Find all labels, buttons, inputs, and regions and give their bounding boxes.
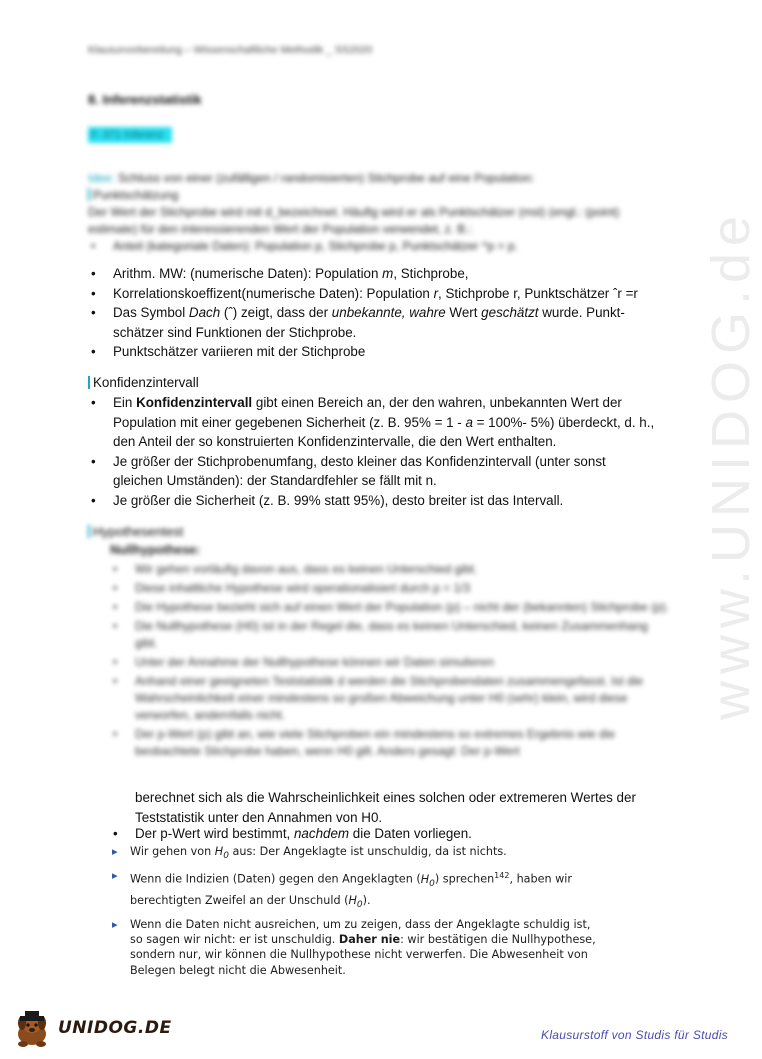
idee-text: Schluss von einer (zufälligen / randomisierten) Stichprobe auf eine Population: — [118, 171, 535, 185]
punkt-heading — [88, 187, 668, 204]
text-italic: Dach — [188, 305, 221, 320]
konfidenz-heading-text: Konfidenzintervall — [93, 375, 199, 390]
text: gleichen Umständen): der Standardfehler se fällt mit n. — [113, 473, 437, 488]
text: , Stichprobe r, Punktschätzer ˆr =r — [438, 285, 638, 301]
pwert-continuation — [110, 788, 670, 827]
text-italic: r — [433, 285, 439, 301]
text: Ein — [113, 395, 137, 410]
konfidenz-heading — [88, 373, 199, 393]
text: so sagen wir nicht: er ist unschuldig. — [130, 933, 339, 947]
text: schätzer sind Funktionen der Stichprobe. — [113, 324, 357, 340]
nullhypothese-bullets — [110, 561, 670, 762]
dog-icon — [6, 1008, 62, 1050]
list-item — [88, 264, 678, 284]
text: berechtigten Zweifel an der Unschuld ( — [130, 893, 349, 907]
text: die Daten vorliegen. — [349, 826, 472, 841]
text-italic: geschätzt — [481, 305, 539, 320]
text: wurde. Punkt- — [538, 305, 625, 320]
text: den Anteil der so konstruierten Konfidenzintervalle, die den Wert enthalten. — [113, 434, 557, 449]
pwert-bullet — [110, 824, 670, 844]
text-italic: a — [465, 414, 473, 430]
section-bar-icon — [88, 188, 90, 201]
section-bar-icon — [88, 376, 90, 389]
list-item: • Diese inhaltliche Hypothese wird operationalisiert durch p = 1/3 — [110, 580, 670, 597]
text: Teststatistik unter den Annahmen von H0. — [135, 809, 383, 825]
idee-line — [88, 170, 668, 187]
text: Arithm. MW: (numerische Daten): Population — [113, 266, 383, 281]
list-item — [110, 917, 670, 978]
list-item — [88, 393, 678, 452]
text: : wir bestätigen die Nullhypothese, — [400, 933, 596, 947]
text: gibt einen Bereich an, der den wahren, unbekannten Wert der — [252, 395, 622, 410]
text: Population mit einer gegebenen Sicherheit (z. B. 95% = 1 - — [113, 414, 466, 430]
punkt-bullets — [88, 264, 678, 362]
footer-slogan: Klausurstoff von Studis für Studis — [541, 1028, 728, 1042]
analogy-bullets — [110, 844, 670, 982]
list-item — [110, 824, 670, 844]
text: sondern nur, wir können die Nullhypothese nicht verwerfen. Die Abwesenheit von — [130, 948, 588, 962]
list-item — [110, 868, 670, 913]
idee-block — [88, 170, 668, 255]
list-item: • Die Nullhypothese (H0) ist in der Regel die, dass es keinen Unterschied, keinen Zusammenhang gibt. — [110, 618, 670, 652]
text: Korrelationskoeffizent(numerische Daten): Population — [113, 285, 434, 301]
text: Belegen belegt nicht die Abwesenheit. — [130, 963, 346, 977]
konfidenz-bullets — [88, 393, 678, 510]
text: Wenn die Daten nicht ausreichen, um zu zeigen, dass der Angeklagte schuldig ist, — [130, 918, 591, 932]
text: berechnet sich als die Wahrscheinlichkeit eines solchen oder extremeren Wertes der — [135, 790, 636, 805]
math-h0: $H_0$ — [214, 845, 229, 862]
text: = 100%- 5%) überdeckt, d. h., — [472, 414, 655, 430]
text: Wir gehen von — [130, 845, 215, 858]
punkt-para: Der Wert der Stichprobe wird mit d_bezeichnet. Häufig wird er als Punktschätzer (msl) (engl.: (point) estimate) für den interessierenden Wert der Population verwendet, z. B.: — [88, 205, 620, 236]
text: , haben wir — [509, 873, 573, 887]
running-header: Klausurvorbereitung – Wissenschaftliche Methodik _ SS2020 — [88, 44, 373, 56]
text: ) sprechen — [434, 873, 495, 887]
anteil-bullet: • Anteil (kategoriale Daten): Population p, Stichprobe p, Punktschätzer ^p = p. — [88, 238, 668, 255]
section-bar-icon — [88, 525, 90, 538]
hypothesentest-heading — [88, 524, 183, 539]
text-italic: unbekannte, wahre — [331, 305, 446, 320]
list-item: • Die Hypothese bezieht sich auf einen Wert der Population (p) – nicht der (bekannten) Stichprobe (p). — [110, 599, 670, 616]
nullhypothese-heading: Nullhypothese: — [110, 543, 201, 557]
list-item — [88, 284, 678, 304]
text: Wert — [445, 305, 482, 320]
list-item: • Der p-Wert (p) gibt an, wie viele Stichproben ein mindestens so extremes Ergebnis wie die beobachtete Stichprobe haben, wenn H0 gilt. Anders gesagt: Der p-Wert — [110, 726, 670, 760]
list-item — [88, 452, 678, 491]
text: Wenn die Indizien (Daten) gegen den Angeklagten ( — [130, 873, 421, 887]
text-italic: nachdem — [293, 826, 350, 841]
list-item: • Je größer die Sicherheit (z. B. 99% statt 95%), desto breiter ist das Intervall. — [88, 491, 678, 511]
chapter-highlight: F. 371 Inferenz — [88, 127, 172, 143]
section-title: 8. Inferenzstatistik — [88, 92, 202, 107]
math-h0: $H_0$ — [348, 893, 363, 910]
idee-label: Idee: — [88, 171, 115, 185]
text: Der p-Wert wird bestimmt, — [135, 826, 294, 841]
text-italic: m — [382, 266, 394, 281]
watermark: www.UNIDOG.de — [701, 208, 761, 720]
list-item: • Unter der Annahme der Nullhypothese können wir Daten simulieren — [110, 654, 670, 671]
text: Je größer der Stichprobenumfang, desto kleiner das Konfidenzintervall (unter sonst — [113, 453, 606, 469]
unidog-logo[interactable] — [6, 1008, 172, 1050]
list-item — [110, 844, 670, 864]
text: Das Symbol — [113, 305, 189, 320]
hypothesentest-heading-text: Hypothesentest — [93, 524, 184, 539]
text: aus: Der Angeklagte ist unschuldig, da ist nichts. — [228, 845, 507, 858]
list-item: • Anhand einer geeigneten Teststatistik d werden die Stichprobendaten zusammengefasst. Ist die Wahrscheinlichkeit einer mindestens so großen Abweichung unter H0 (sehr) klein, wird diese verworfen, andernfalls nicht. — [110, 673, 670, 724]
text: ). — [362, 893, 371, 907]
list-item: • Punktschätzer variieren mit der Stichprobe — [88, 342, 678, 362]
text: , Stichprobe, — [393, 266, 469, 281]
math-h0: $H_0$ — [420, 873, 435, 890]
text-bold: Konfidenzintervall — [136, 395, 253, 410]
list-item — [88, 303, 678, 342]
text-bold: Daher nie — [338, 933, 401, 947]
logo-text: UNIDOG.DE — [58, 1018, 172, 1038]
punkt-heading-text: Punktschätzung — [93, 188, 179, 202]
list-item: • Wir gehen vorläufig davon aus, dass es keinen Unterschied gibt. — [110, 561, 670, 578]
text: (ˆ) zeigt, dass der — [220, 305, 332, 320]
footnote-mark: 142 — [494, 871, 510, 881]
